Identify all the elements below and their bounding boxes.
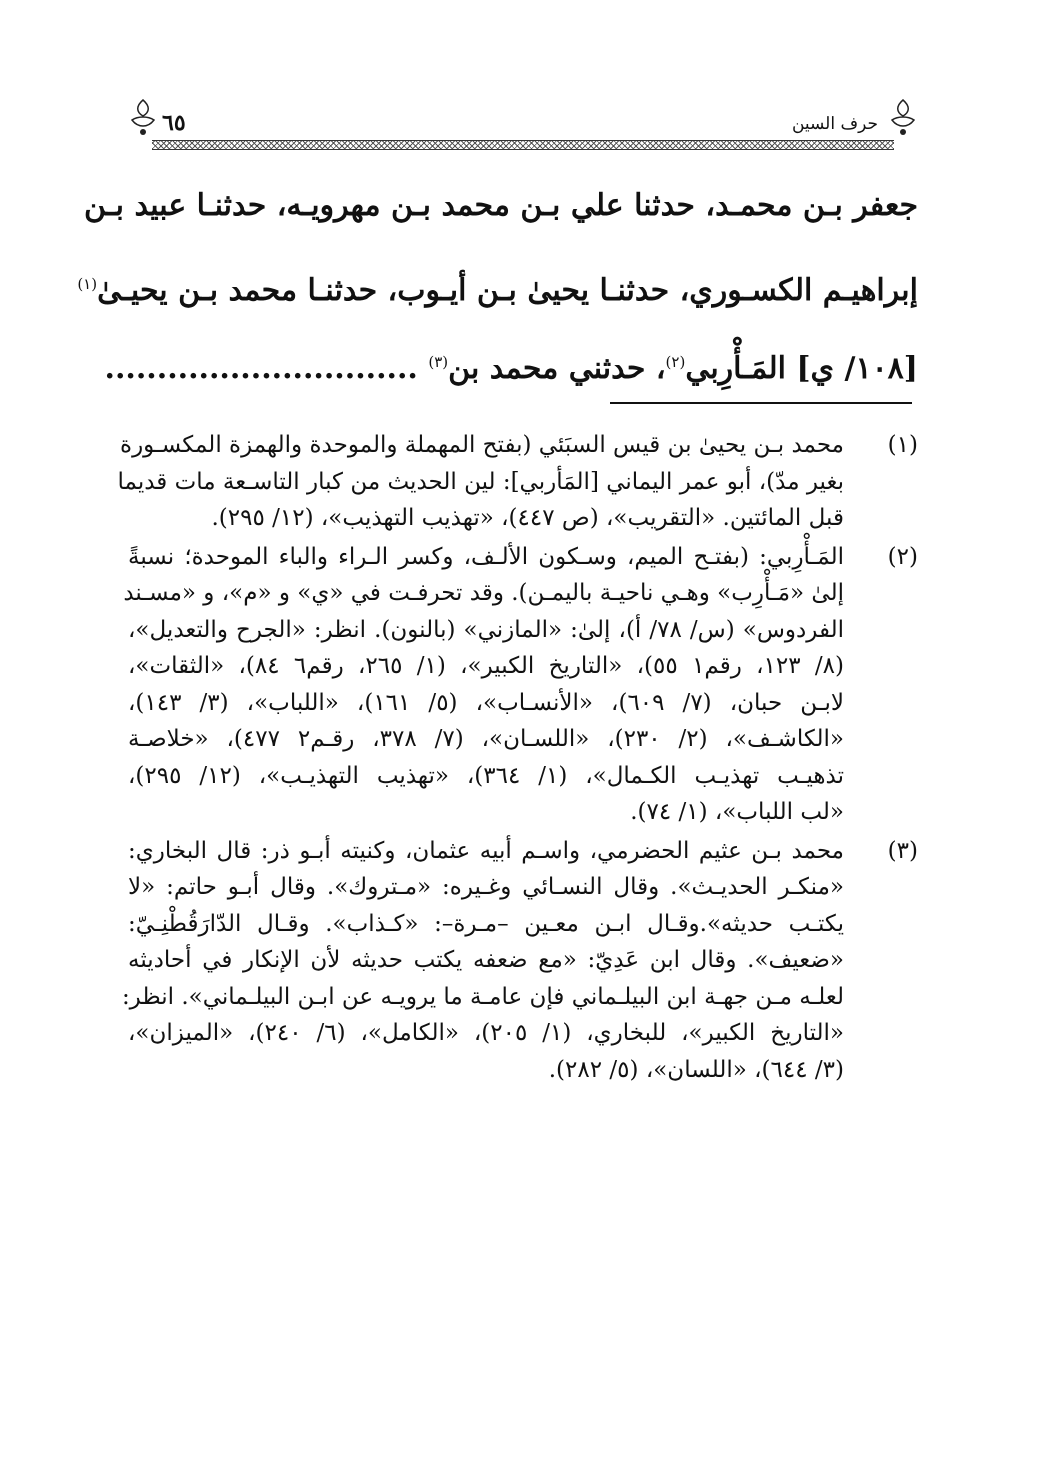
footnote-line: تذهيـب تهذيـب الكـمال»، (١/ ٣٦٤)، «تهذيب التهذيـب»، (١٢/ ٢٩٥)، (128, 762, 845, 789)
footnote-line: يكتـب حديثه».وقـال ابـن معـين –مـرة–: «كـذاب». وقـال الدّارَقُطْنِـيّ: (128, 910, 844, 937)
footnote-line: لعلـه مـن جهـة ابن البيلـماني فإن عامـة ما يرويـه عن ابـن البيلـماني». انظر: (121, 983, 844, 1010)
footnote (121, 833, 918, 1089)
main-line-text: إبراهيـم الكسـوري، حدثنـا يحيىٰ بـن أيـوب، حدثنـا محمد بـن يحيـىٰ (97, 273, 918, 308)
footnote-line: محمد بـن يحيىٰ بن قيس السبَئي (بفتح المهملة والموحدة والهمزة المكسـورة (120, 432, 844, 458)
footnote-ref[interactable]: (٣) (428, 353, 449, 371)
main-line (104, 331, 918, 409)
ornament-icon (888, 98, 918, 138)
footnote-line: لابـن حبان، (٧/ ٦٠٩)، «الأنسـاب»، (٥/ ١٦١)، «اللباب»، (٣/ ١٤٣)، (128, 689, 845, 716)
section-title: حرف السين (791, 114, 878, 134)
footnote-line: قبل المائتين. «التقريب»، (ص ٤٤٧)، «تهذيب التهذيب»، (١٢/ ٢٩٥). (211, 505, 844, 531)
main-line-text: ، حدثني محمد بن (448, 351, 666, 386)
footnote-line: (٨/ ١٢٣، رقم١ ٥٥)، «التاريخ الكبير»، (١/ ٢٦٥، رقم٦ ٨٤)، «الثقات»، (128, 653, 844, 679)
footnote-line: الفردوس» (س/ ٧٨/ أ)، إلىٰ: «المازني» (بالنون). انظر: «الجرح والتعديل»، (128, 616, 844, 643)
footnote-line: بغير مدّ)، أبو عمر اليماني [المَأربي]: لين الحديث من كبار التاسـعة مات قديما (117, 468, 844, 495)
footnote-line: «ضعيف». وقال ابن عَدِيّ: «مع ضعفه يكتب حديثه لأن الإنكار في أحاديثه (128, 947, 844, 973)
ornament-icon (128, 98, 158, 138)
ellipsis-dots: .............................. (104, 351, 418, 386)
main-text (77, 175, 918, 409)
footnote-number: (١) (887, 432, 918, 458)
footnote-ref[interactable]: (١) (77, 275, 98, 293)
header-rule (152, 140, 894, 150)
page-header (128, 96, 918, 158)
footnote-line: (٣/ ٦٤٤)، «اللسان»، (٥/ ٢٨٢). (548, 1056, 844, 1083)
footnote-line: المَـأْرِبي: (بفتـح الميم، وسـكون الألـف، وكسر الـراء والباء الموحدة؛ نسبةً (128, 543, 844, 570)
main-line-text: [١٠٨/ ي] المَـأْرِبي (685, 351, 918, 386)
page-number: ٦٥ (162, 110, 186, 136)
footnote (123, 539, 918, 831)
footnote-line: محمد بـن عثيم الحضرمي، واسـم أبيه عثمان، وكنيته أبـو ذر: قال البخاري: (128, 837, 844, 864)
main-line (84, 175, 918, 253)
footnote-line: «لب اللباب»، (١/ ٧٤). (630, 799, 844, 825)
footnote-separator (610, 402, 912, 404)
footnote (117, 427, 918, 537)
footnote-line: إلىٰ «مَـأْرِب» وهـي ناحيـة باليمـن). وقد تحرفـت في «ي» و «م»، و «مسـند (123, 580, 844, 606)
main-line-text: جعفر بـن محمـد، حدثنا علي بـن محمد بـن مهرويـه، حدثنـا عبيد بـن (84, 188, 918, 223)
main-line (77, 253, 918, 331)
footnote-number: (٣) (887, 837, 918, 864)
footnote-ref[interactable]: (٢) (665, 353, 686, 371)
footnote-line: «الكاشـف»، (٢/ ٢٣٠)، «اللسـان»، (٧/ ٣٧٨، رقـم٢ ٤٧٧)، «خلاصـة (128, 726, 845, 752)
footnote-number: (٢) (887, 543, 918, 570)
footnotes (117, 427, 918, 1088)
footnote-line: «التاريخ الكبير»، للبخاري، (١/ ٢٠٥)، «الكامل»، (٦/ ٢٤٠)، «الميزان»، (128, 1020, 845, 1046)
footnote-line: «منكـر الحديـث». وقال النسـائي وغـيره: «مـتروك». وقال أبـو حاتم: «لا (128, 874, 844, 900)
